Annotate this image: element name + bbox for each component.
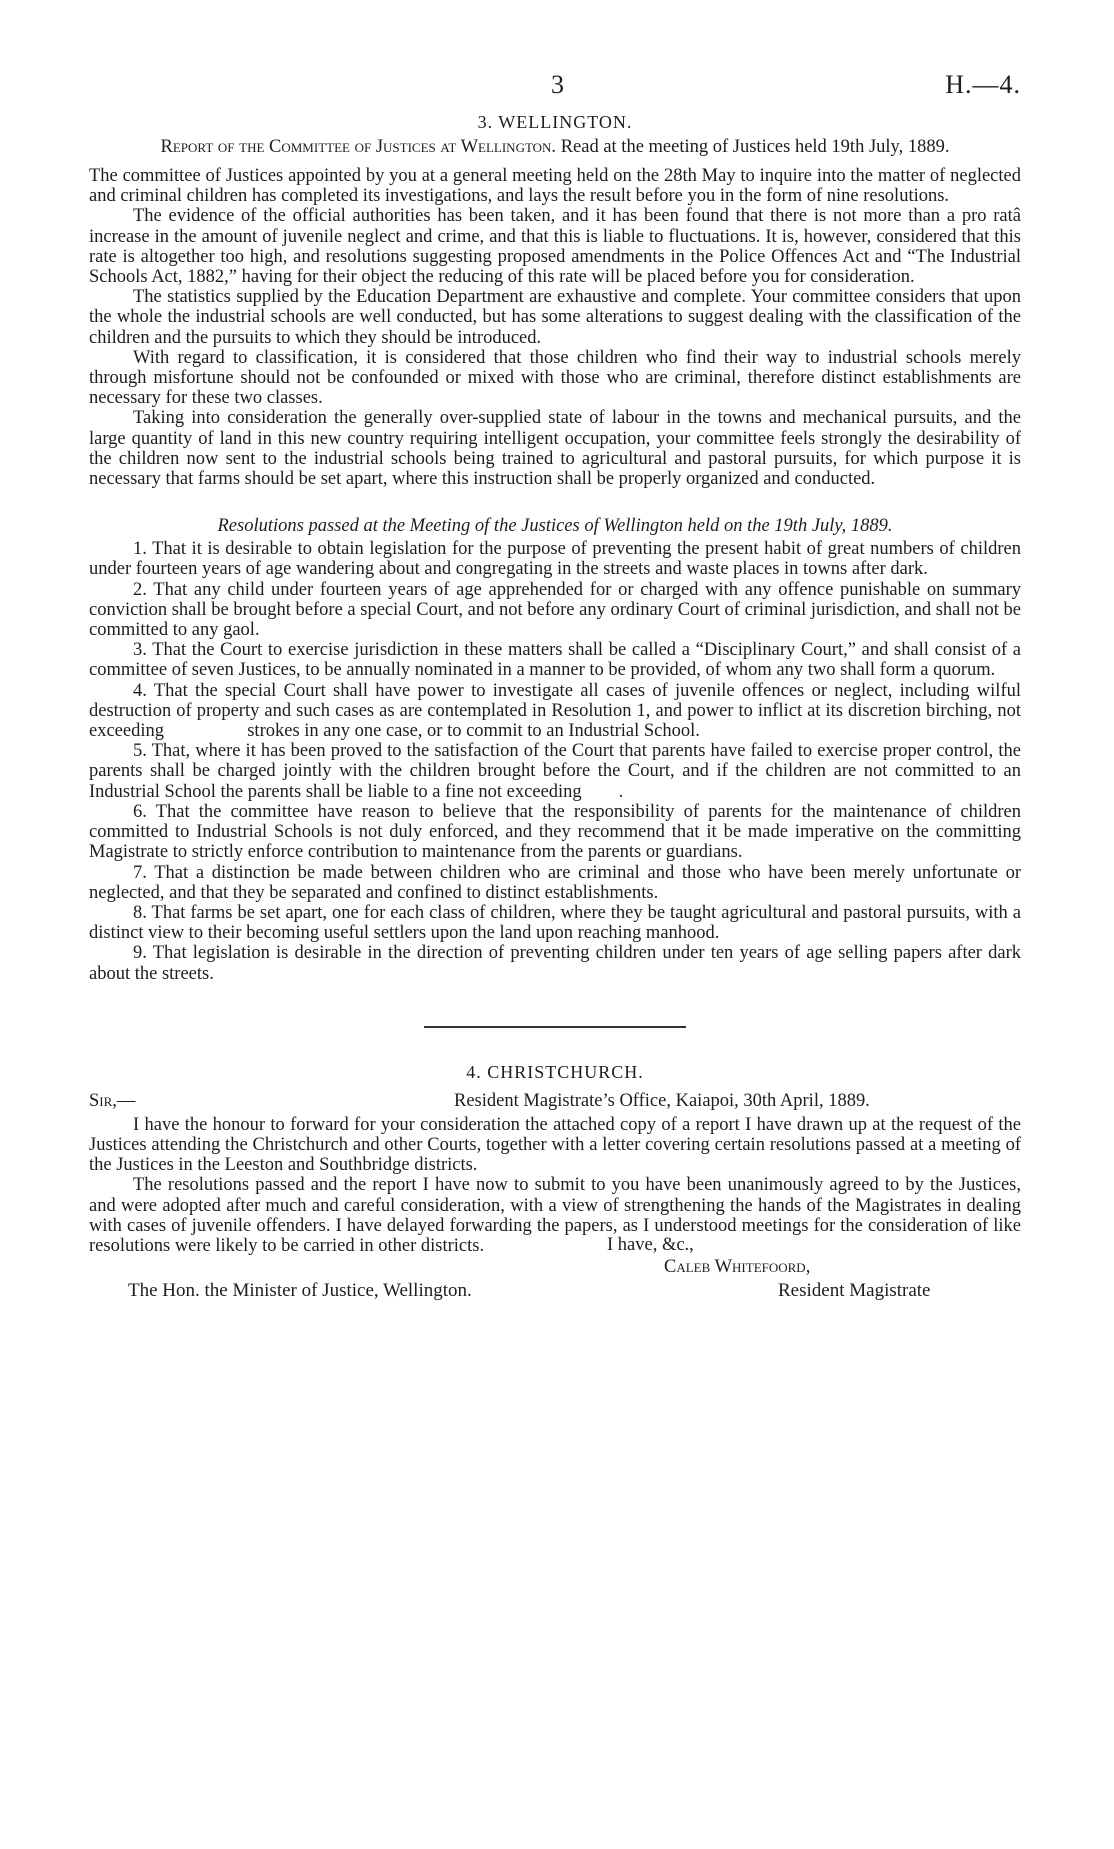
section-divider [424, 1026, 686, 1028]
document-reference: H.—4. [945, 70, 1021, 99]
letter-heading [89, 1091, 1021, 1115]
report-heading-prefix: Report of the Committee of Justices at Wellington. [160, 137, 557, 157]
letter-paragraph [89, 1175, 1021, 1256]
report-paragraph: The evidence of the official authorities has been taken, and it has been found that there is not more than a pro ratâ increase in the amount of juvenile neglect and crime, and that this is liable to fluctuations. It is, however, considered that this rate is altogether too high, and resolutions suggesting proposed amendments in the Police Offences Act and “The Industrial Schools Act, 1882,” having for their object the reducing of this rate will be placed before you for consideration. [89, 206, 1021, 288]
resolution-item: 1. That it is desirable to obtain legislation for the purpose of preventing the present habit of great numbers of children under fourteen years of age wandering about and congregating in the streets and waste places in towns after dark. [89, 539, 1021, 580]
signature-name: Caleb Whitefoord, [664, 1257, 811, 1278]
report-heading [89, 137, 1021, 158]
signature-title: Resident Magistrate [778, 1280, 931, 1302]
resolution-item: 7. That a distinction be made between children who are criminal and those who have been merely unfortunate or neglected, and that they be separated and confined to distinct establishments. [89, 862, 1021, 903]
report-paragraph: With regard to classification, it is considered that those children who find their way to industrial schools merely through misfortune should not be confounded or mixed with those who are criminal, therefore distinct establishments are necessary for these two classes. [89, 347, 1021, 409]
resolution-item: 3. That the Court to exercise jurisdiction in these matters shall be called a “Disciplinary Court,” and shall consist of a committee of seven Justices, to be annually nominated in a manner to be provided, of whom any two shall form a quorum. [89, 640, 1021, 681]
letter-paragraph: I have the honour to forward for your consideration the attached copy of a report I have drawn up at the request of the Justices attending the Christchurch and other Courts, together with a letter covering certain resolutions passed at a meeting of the Justices in the Leeston and Southbridge districts. [89, 1114, 1021, 1176]
resolution-item: 8. That farms be set apart, one for each class of children, where they be taught agricultural and pastoral pursuits, with a distinct view to their becoming useful settlers upon the land upon reaching manhood. [89, 902, 1021, 944]
addressee: The Hon. the Minister of Justice, Wellington. [128, 1280, 472, 1302]
resolution-item: 9. That legislation is desirable in the direction of preventing children under ten years of age selling papers after dark about the streets. [89, 943, 1021, 984]
report-heading-rest: Read at the meeting of Justices held 19th July, 1889. [556, 137, 950, 157]
report-paragraph: The statistics supplied by the Education Department are exhaustive and complete. Your committee considers that upon the whole the industrial schools are well conducted, but has some alterations to suggest dealing with the classification of the children and the pursuits to which they should be introduced. [89, 287, 1021, 348]
resolutions-heading: Resolutions passed at the Meeting of the Justices of Wellington held on the 19th July, 1889. [217, 516, 893, 537]
section-title-wellington: 3. WELLINGTON. [477, 112, 633, 132]
signature-row [89, 1278, 1021, 1306]
section-title-christchurch: 4. CHRISTCHURCH. [466, 1061, 644, 1082]
page-number: 3 [551, 70, 564, 99]
page-header [89, 70, 1021, 112]
salutation: Sir,— [89, 1090, 136, 1111]
resolution-item: 5. That, where it has been proved to the satisfaction of the Court that parents have failed to exercise proper control, the parents shall be charged jointly with the children brought before the Court, and if the children are not committed to an Industrial School the parents shall be liable to a fine not exceeding . [89, 741, 1026, 802]
document-page [89, 70, 1026, 1306]
resolution-item: 6. That the committee have reason to believe that the responsibility of parents for the maintenance of children committed to Industrial Schools is not duly enforced, and they recommend that it be made imperative on the committing Magistrate to strictly enforce contribution to maintenance from the parents or guardians. [89, 801, 1021, 863]
letter-office-date: Resident Magistrate’s Office, Kaiapoi, 30th April, 1889. [454, 1090, 870, 1111]
resolution-item: 2. That any child under fourteen years of age apprehended for or charged with any offence punishable on summary conviction shall be brought before a special Court, and not before any ordinary Court of criminal jurisdiction, and shall not be committed to any gaol. [89, 579, 1021, 641]
letter-closing: I have, &c., [607, 1235, 694, 1256]
letter-paragraph-text: The resolutions passed and the report I have now to submit to you have been unanimously agreed to by the Justices, and were adopted after much and careful consideration, with a view of strengthening the hands of the Magistrates in dealing with cases of juvenile offenders. I have delayed forwarding the papers, as I understood meetings for the consideration of like resolutions were likely to be carried in other districts. [89, 1175, 1021, 1256]
resolution-item: 4. That the special Court shall have power to investigate all cases of juvenile offences or neglect, including wilful destruction of property and such cases as are contemplated in Resolution 1, and power to inflict at its discretion birching, not exceeding strokes in any one case, or to commit to an Industrial School. [89, 680, 1026, 742]
report-paragraph: Taking into consideration the generally over-supplied state of labour in the towns and mechanical pursuits, and the large quantity of land in this new country requiring intelligent occupation, your committee feels strongly the desirability of the children now sent to the industrial schools being trained to agricultural and pastoral pursuits, for which purpose it is necessary that farms should be set apart, where this instruction shall be properly organized and conducted. [89, 408, 1021, 490]
report-paragraph: The committee of Justices appointed by you at a general meeting held on the 28th May to inquire into the matter of neglected and criminal children has completed its investigations, and lays the result before you in the form of nine resolutions. [89, 166, 1021, 207]
